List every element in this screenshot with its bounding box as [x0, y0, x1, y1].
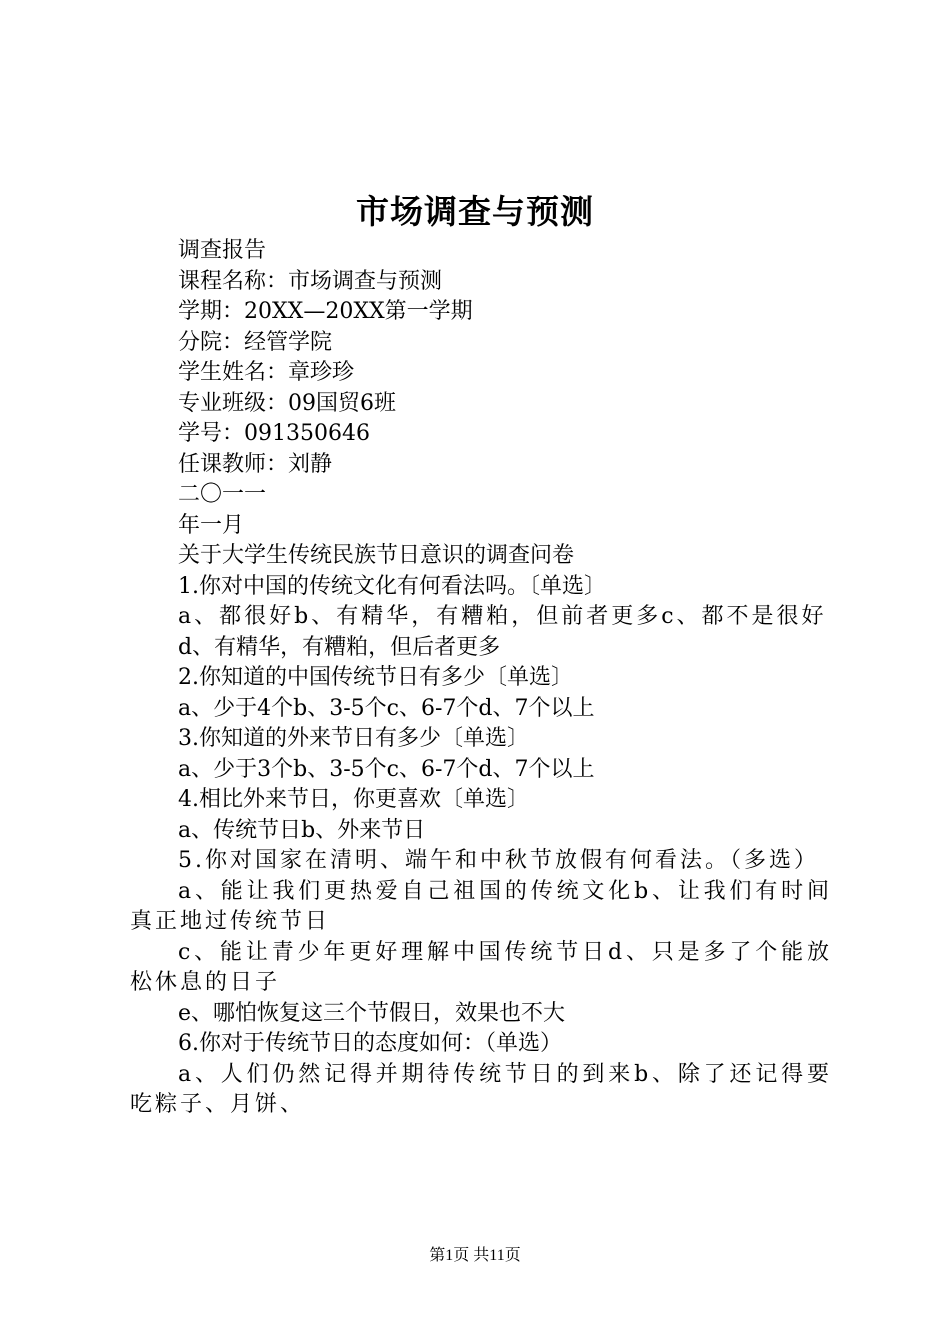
- question-1-options-abc: a、都很好b、有精华，有糟粕，但前者更多c、都不是很好: [178, 604, 827, 629]
- question-2: 2.你知道的中国传统节日有多少〔单选〕: [178, 665, 573, 690]
- student-id-line: 学号：091350646: [178, 421, 370, 446]
- report-label: 调查报告: [178, 238, 267, 263]
- semester-line: 学期：20XX—20XX第一学期: [178, 299, 473, 324]
- question-4: 4.相比外来节日，你更喜欢〔单选〕: [178, 787, 529, 812]
- document-body: [130, 236, 832, 1121]
- month-line: 年一月: [178, 512, 245, 538]
- page-footer: 第1页 共11页: [429, 1247, 521, 1264]
- question-5-option-e: e、哪怕恢复这三个节假日，效果也不大: [178, 1000, 566, 1026]
- question-5: 5.你对国家在清明、端午和中秋节放假有何看法。（多选）: [178, 848, 819, 873]
- year-line: 二〇一一: [178, 482, 267, 507]
- question-1-option-d: d、有精华，有糟粕，但后者更多: [178, 634, 501, 660]
- question-4-options: a、传统节日b、外来节日: [178, 817, 426, 843]
- question-5-options-ab: a、能让我们更热爱自己祖国的传统文化b、让我们有时间真正地过传统节日: [130, 878, 832, 934]
- question-5-options-cd: c、能让青少年更好理解中国传统节日d、只是多了个能放松休息的日子: [130, 939, 832, 995]
- survey-title: 关于大学生传统民族节日意识的调查问卷: [178, 543, 575, 568]
- student-name-line: 学生姓名：章珍珍: [178, 360, 355, 385]
- question-3-options: a、少于3个b、3-5个c、6-7个d、7个以上: [178, 756, 595, 782]
- department-line: 分院：经管学院: [178, 329, 333, 355]
- teacher-line: 任课教师：刘静: [178, 451, 333, 477]
- question-3: 3.你知道的外来节日有多少〔单选〕: [178, 726, 529, 751]
- question-6-options-ab: a、人们仍然记得并期待传统节日的到来b、除了还记得要吃粽子、月饼、: [130, 1061, 832, 1117]
- document-title: 市场调查与预测: [356, 195, 594, 231]
- question-6: 6.你对于传统节日的态度如何：（单选）: [178, 1031, 562, 1056]
- course-name-line: 课程名称：市场调查与预测: [178, 268, 443, 294]
- question-2-options: a、少于4个b、3-5个c、6-7个d、7个以上: [178, 695, 595, 721]
- class-line: 专业班级：09国贸6班: [178, 390, 396, 416]
- question-1: 1.你对中国的传统文化有何看法吗。〔单选〕: [178, 573, 606, 599]
